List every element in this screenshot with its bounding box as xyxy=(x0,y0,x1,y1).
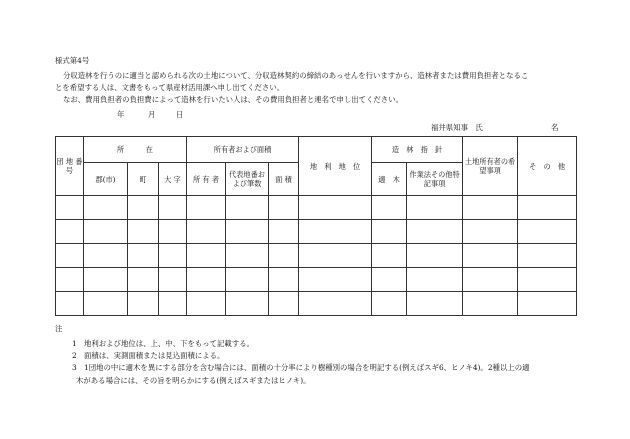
header-gun: 郡(市) xyxy=(84,163,128,196)
header-owner: 所 有 者 xyxy=(187,163,226,196)
table-cell[interactable] xyxy=(407,268,463,292)
header-tekiboku: 適 木 xyxy=(372,163,407,196)
table-cell[interactable] xyxy=(463,220,518,244)
table-cell[interactable] xyxy=(128,244,159,268)
table-cell[interactable] xyxy=(269,196,299,220)
table-cell[interactable] xyxy=(128,292,159,316)
note-1-text: 地利および地位は、上、中、下をもって記載する。 xyxy=(84,339,254,348)
table-cell[interactable] xyxy=(269,268,299,292)
table-cell[interactable] xyxy=(56,196,84,220)
table-cell[interactable] xyxy=(226,220,269,244)
notes-heading: 注 xyxy=(55,324,63,333)
table-cell[interactable] xyxy=(159,292,187,316)
table-cell[interactable] xyxy=(463,292,518,316)
table-cell[interactable] xyxy=(187,268,226,292)
table-cell[interactable] xyxy=(187,220,226,244)
table-row xyxy=(56,292,577,316)
table-cell[interactable] xyxy=(463,268,518,292)
table-cell[interactable] xyxy=(518,268,577,292)
header-machi: 町 xyxy=(128,163,159,196)
date-year: 年 xyxy=(117,110,125,119)
table-cell[interactable] xyxy=(226,196,269,220)
table-cell[interactable] xyxy=(372,268,407,292)
table-row xyxy=(56,220,577,244)
note-1-num: 1 xyxy=(72,339,77,348)
note-3-text: 1団地の中に適木を異にする部分を含む場合には、面積の十分率により樹種別の場合を明記する(例えばスギ6、ヒノキ4)。2種以上の適 xyxy=(84,363,530,372)
table-cell[interactable] xyxy=(299,220,372,244)
header-menseki: 面 積 xyxy=(269,163,299,196)
header-danchi: 団 地 番 号 xyxy=(56,137,84,196)
table-row xyxy=(56,196,577,220)
table-cell[interactable] xyxy=(299,268,372,292)
table-cell[interactable] xyxy=(187,292,226,316)
header-sagyo: 作業法その他特記事項 xyxy=(407,163,463,196)
table-row xyxy=(56,268,577,292)
header-chiban: 代表地番および筆数 xyxy=(226,163,269,196)
table-cell[interactable] xyxy=(299,244,372,268)
table-cell[interactable] xyxy=(84,292,128,316)
header-sonota: そ の 他 xyxy=(518,137,577,196)
form-number: 様式第4号 xyxy=(55,56,90,65)
table-cell[interactable] xyxy=(407,196,463,220)
note-3-num: 3 xyxy=(72,363,77,372)
name-label: 名 xyxy=(551,123,559,132)
table-cell[interactable] xyxy=(159,220,187,244)
table-cell[interactable] xyxy=(187,196,226,220)
date-day: 日 xyxy=(176,110,184,119)
table-cell[interactable] xyxy=(269,220,299,244)
table-cell[interactable] xyxy=(407,292,463,316)
table-cell[interactable] xyxy=(226,292,269,316)
intro-line-3: なお、費用負担者の負担費によって造林を行いたい人は、その費用負担者と連名で申し出てください。 xyxy=(63,95,403,104)
table-cell[interactable] xyxy=(56,268,84,292)
table-cell[interactable] xyxy=(269,292,299,316)
table-cell[interactable] xyxy=(518,196,577,220)
table-cell[interactable] xyxy=(372,244,407,268)
table-cell[interactable] xyxy=(159,196,187,220)
header-shozai: 所 在 xyxy=(84,137,187,163)
table-cell[interactable] xyxy=(187,244,226,268)
date-month: 月 xyxy=(148,110,156,119)
table-cell[interactable] xyxy=(407,220,463,244)
note-2-num: 2 xyxy=(72,351,77,360)
table-cell[interactable] xyxy=(372,292,407,316)
table-cell[interactable] xyxy=(84,220,128,244)
table-cell[interactable] xyxy=(299,196,372,220)
table-cell[interactable] xyxy=(518,292,577,316)
table-cell[interactable] xyxy=(226,268,269,292)
note-3-cont: 木がある場合には、その旨を明らかにする(例えばスギまたはヒノキ)。 xyxy=(76,376,311,385)
table-cell[interactable] xyxy=(128,268,159,292)
intro-line-2: とを希望する人は、文書をもって県産材活用課へ申し出てください。 xyxy=(55,83,285,92)
table-cell[interactable] xyxy=(226,244,269,268)
table-cell[interactable] xyxy=(84,196,128,220)
table-cell[interactable] xyxy=(159,268,187,292)
table-cell[interactable] xyxy=(56,244,84,268)
intro-line-1: 分収造林を行うのに適当と認められる次の土地について、分収造林契約の締結のあっせんを行いますから、造林者または費用負担者となるこ xyxy=(63,71,529,80)
governor-label: 福井県知事 氏 xyxy=(431,123,483,132)
table-cell[interactable] xyxy=(518,220,577,244)
header-owner-area: 所有者および面積 xyxy=(187,137,299,163)
table-cell[interactable] xyxy=(269,244,299,268)
table-cell[interactable] xyxy=(372,220,407,244)
table-cell[interactable] xyxy=(128,220,159,244)
header-chiri: 地 利 地 位 xyxy=(299,137,372,196)
note-2-text: 面積は、実測面積または見込面積による。 xyxy=(84,351,225,360)
table-cell[interactable] xyxy=(407,244,463,268)
header-zorin: 造 林 指 針 xyxy=(372,137,463,163)
table-cell[interactable] xyxy=(84,244,128,268)
table-cell[interactable] xyxy=(128,196,159,220)
forest-land-table xyxy=(55,136,577,316)
table-cell[interactable] xyxy=(84,268,128,292)
table-cell[interactable] xyxy=(56,292,84,316)
header-aza: 大 字 xyxy=(159,163,187,196)
table-cell[interactable] xyxy=(372,196,407,220)
table-cell[interactable] xyxy=(463,244,518,268)
table-cell[interactable] xyxy=(56,220,84,244)
header-kibo: 土地所有者の希望事項 xyxy=(463,137,518,196)
table-cell[interactable] xyxy=(299,292,372,316)
table-row xyxy=(56,244,577,268)
table-cell[interactable] xyxy=(518,244,577,268)
table-cell[interactable] xyxy=(463,196,518,220)
table-cell[interactable] xyxy=(159,244,187,268)
